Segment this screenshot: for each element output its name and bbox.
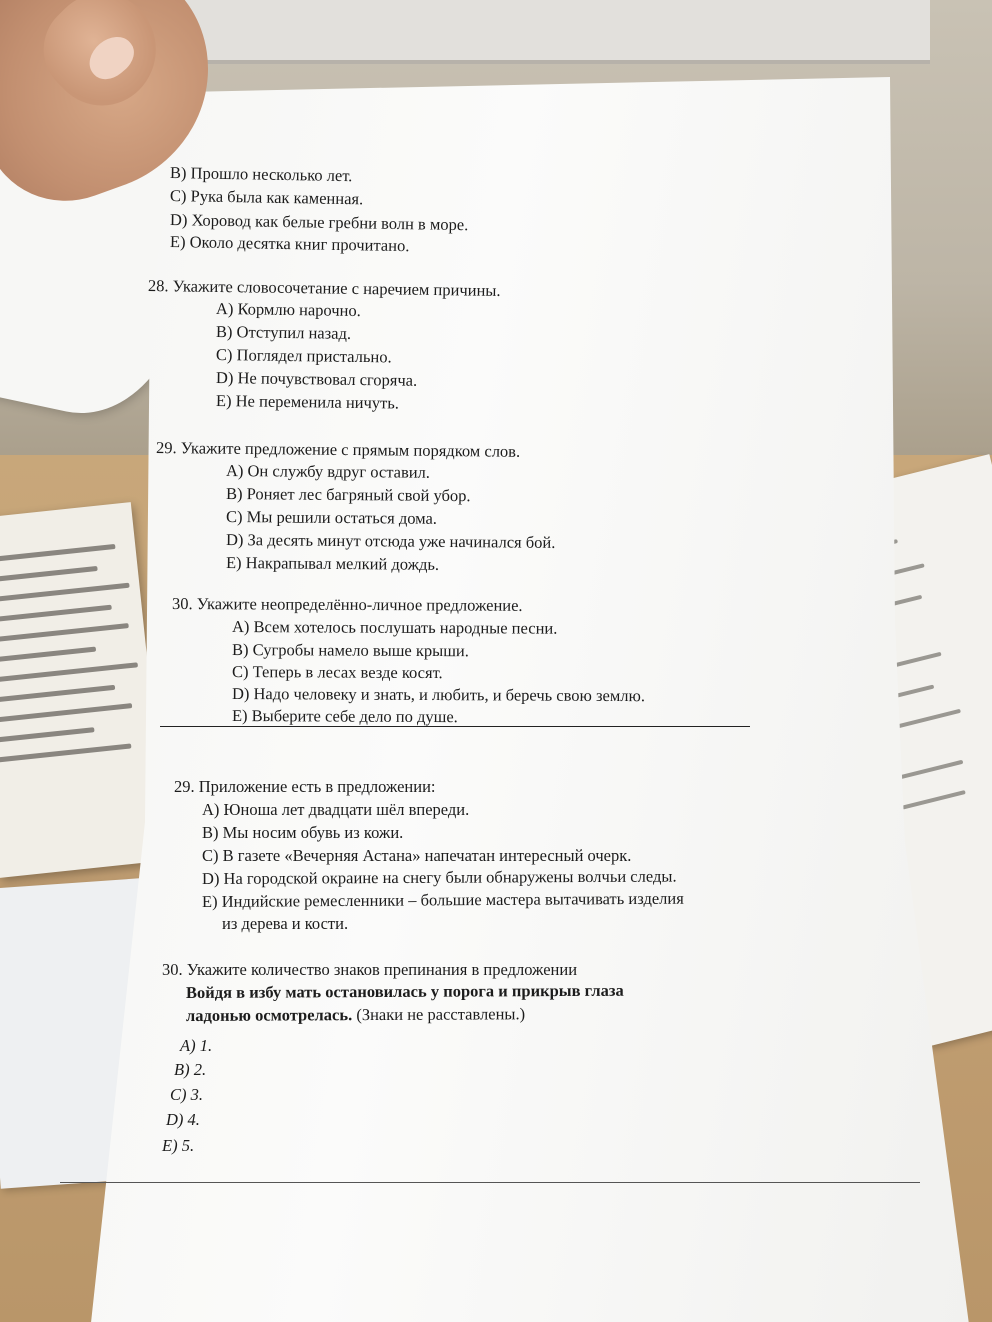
q30a-option-a: А) Всем хотелось послушать народные песни. <box>231 617 558 638</box>
q30b-option-b: В) 2. <box>174 1060 207 1079</box>
q30a-option-e: Е) Выберите себе дело по душе. <box>231 706 458 727</box>
q27-option-e: Е) Около десятка книг прочитано. <box>169 232 410 256</box>
q28-option-c: С) Поглядел пристально. <box>215 345 392 367</box>
q28-question: 28. Укажите словосочетание с наречием причины. <box>147 276 501 300</box>
section-divider <box>160 726 750 727</box>
q29a-question: 29. Укажите предложение с прямым порядком слов. <box>155 438 521 461</box>
q27-option-c: С) Рука была как каменная. <box>169 186 364 209</box>
q29a-option-a: А) Он службу вдруг оставил. <box>225 461 431 482</box>
q30b-sentence-line1: Войдя в избу мать остановилась у порога и прикрыв глаза <box>185 980 624 1002</box>
q30a-option-d: D) Надо человеку и знать, и любить, и беречь свою землю. <box>231 684 646 706</box>
whiteboard <box>170 0 930 64</box>
q30b-sentence-line2 <box>186 1004 525 1026</box>
q29b-option-d: D) На городской окраине на снегу были обнаружены волчьи следы. <box>201 866 677 888</box>
q28-option-d: D) Не почувствовал сгоряча. <box>215 368 418 390</box>
q30b-option-c: С) 3. <box>170 1085 203 1104</box>
q28-option-a: А) Кормлю нарочно. <box>215 299 361 321</box>
q29b-question: 29. Приложение есть в предложении: <box>174 777 436 796</box>
q29a-option-d: D) За десять минут отсюда уже начинался бой. <box>225 530 556 552</box>
q29a-option-b: В) Роняет лес багряный свой убор. <box>225 484 471 506</box>
q30a-option-b: В) Сугробы намело выше крыши. <box>231 640 469 661</box>
q30b-option-a: А) 1. <box>180 1036 213 1055</box>
q29b-option-a: А) Юноша лет двадцати шёл впереди. <box>202 800 470 819</box>
q29b-option-e-continued: из дерева и кости. <box>222 914 349 933</box>
q30a-question: 30. Укажите неопределённо-личное предложение. <box>171 594 523 615</box>
q30b-option-e: Е) 5. <box>162 1136 195 1155</box>
q30b-note: (Знаки не расставлены.) <box>352 1004 526 1025</box>
q27-option-d: D) Хоровод как белые гребни волн в море. <box>169 210 469 235</box>
q30b-question: 30. Укажите количество знаков препинания в предложении <box>162 960 578 979</box>
q29b-option-e: Е) Индийские ремесленники – большие мастера вытачивать изделия <box>201 888 684 911</box>
q28-option-e: Е) Не переменила ничуть. <box>215 391 400 413</box>
q30b-sentence-end: ладонью осмотрелась. <box>185 1005 353 1025</box>
bottom-rule <box>60 1182 920 1183</box>
q30a-option-c: С) Теперь в лесах везде косят. <box>231 662 443 683</box>
q27-option-b: В) Прошло несколько лет. <box>169 163 353 186</box>
q28-option-b: В) Отступил назад. <box>215 322 352 343</box>
q30b-option-d: D) 4. <box>166 1110 200 1129</box>
q29b-option-c: С) В газете «Вечерняя Астана» напечатан интересный очерк. <box>202 846 632 865</box>
q29a-option-c: С) Мы решили остаться дома. <box>225 507 438 528</box>
q29b-option-b: В) Мы носим обувь из кожи. <box>202 823 404 842</box>
q29a-option-e: Е) Накрапывал мелкий дождь. <box>225 553 440 574</box>
